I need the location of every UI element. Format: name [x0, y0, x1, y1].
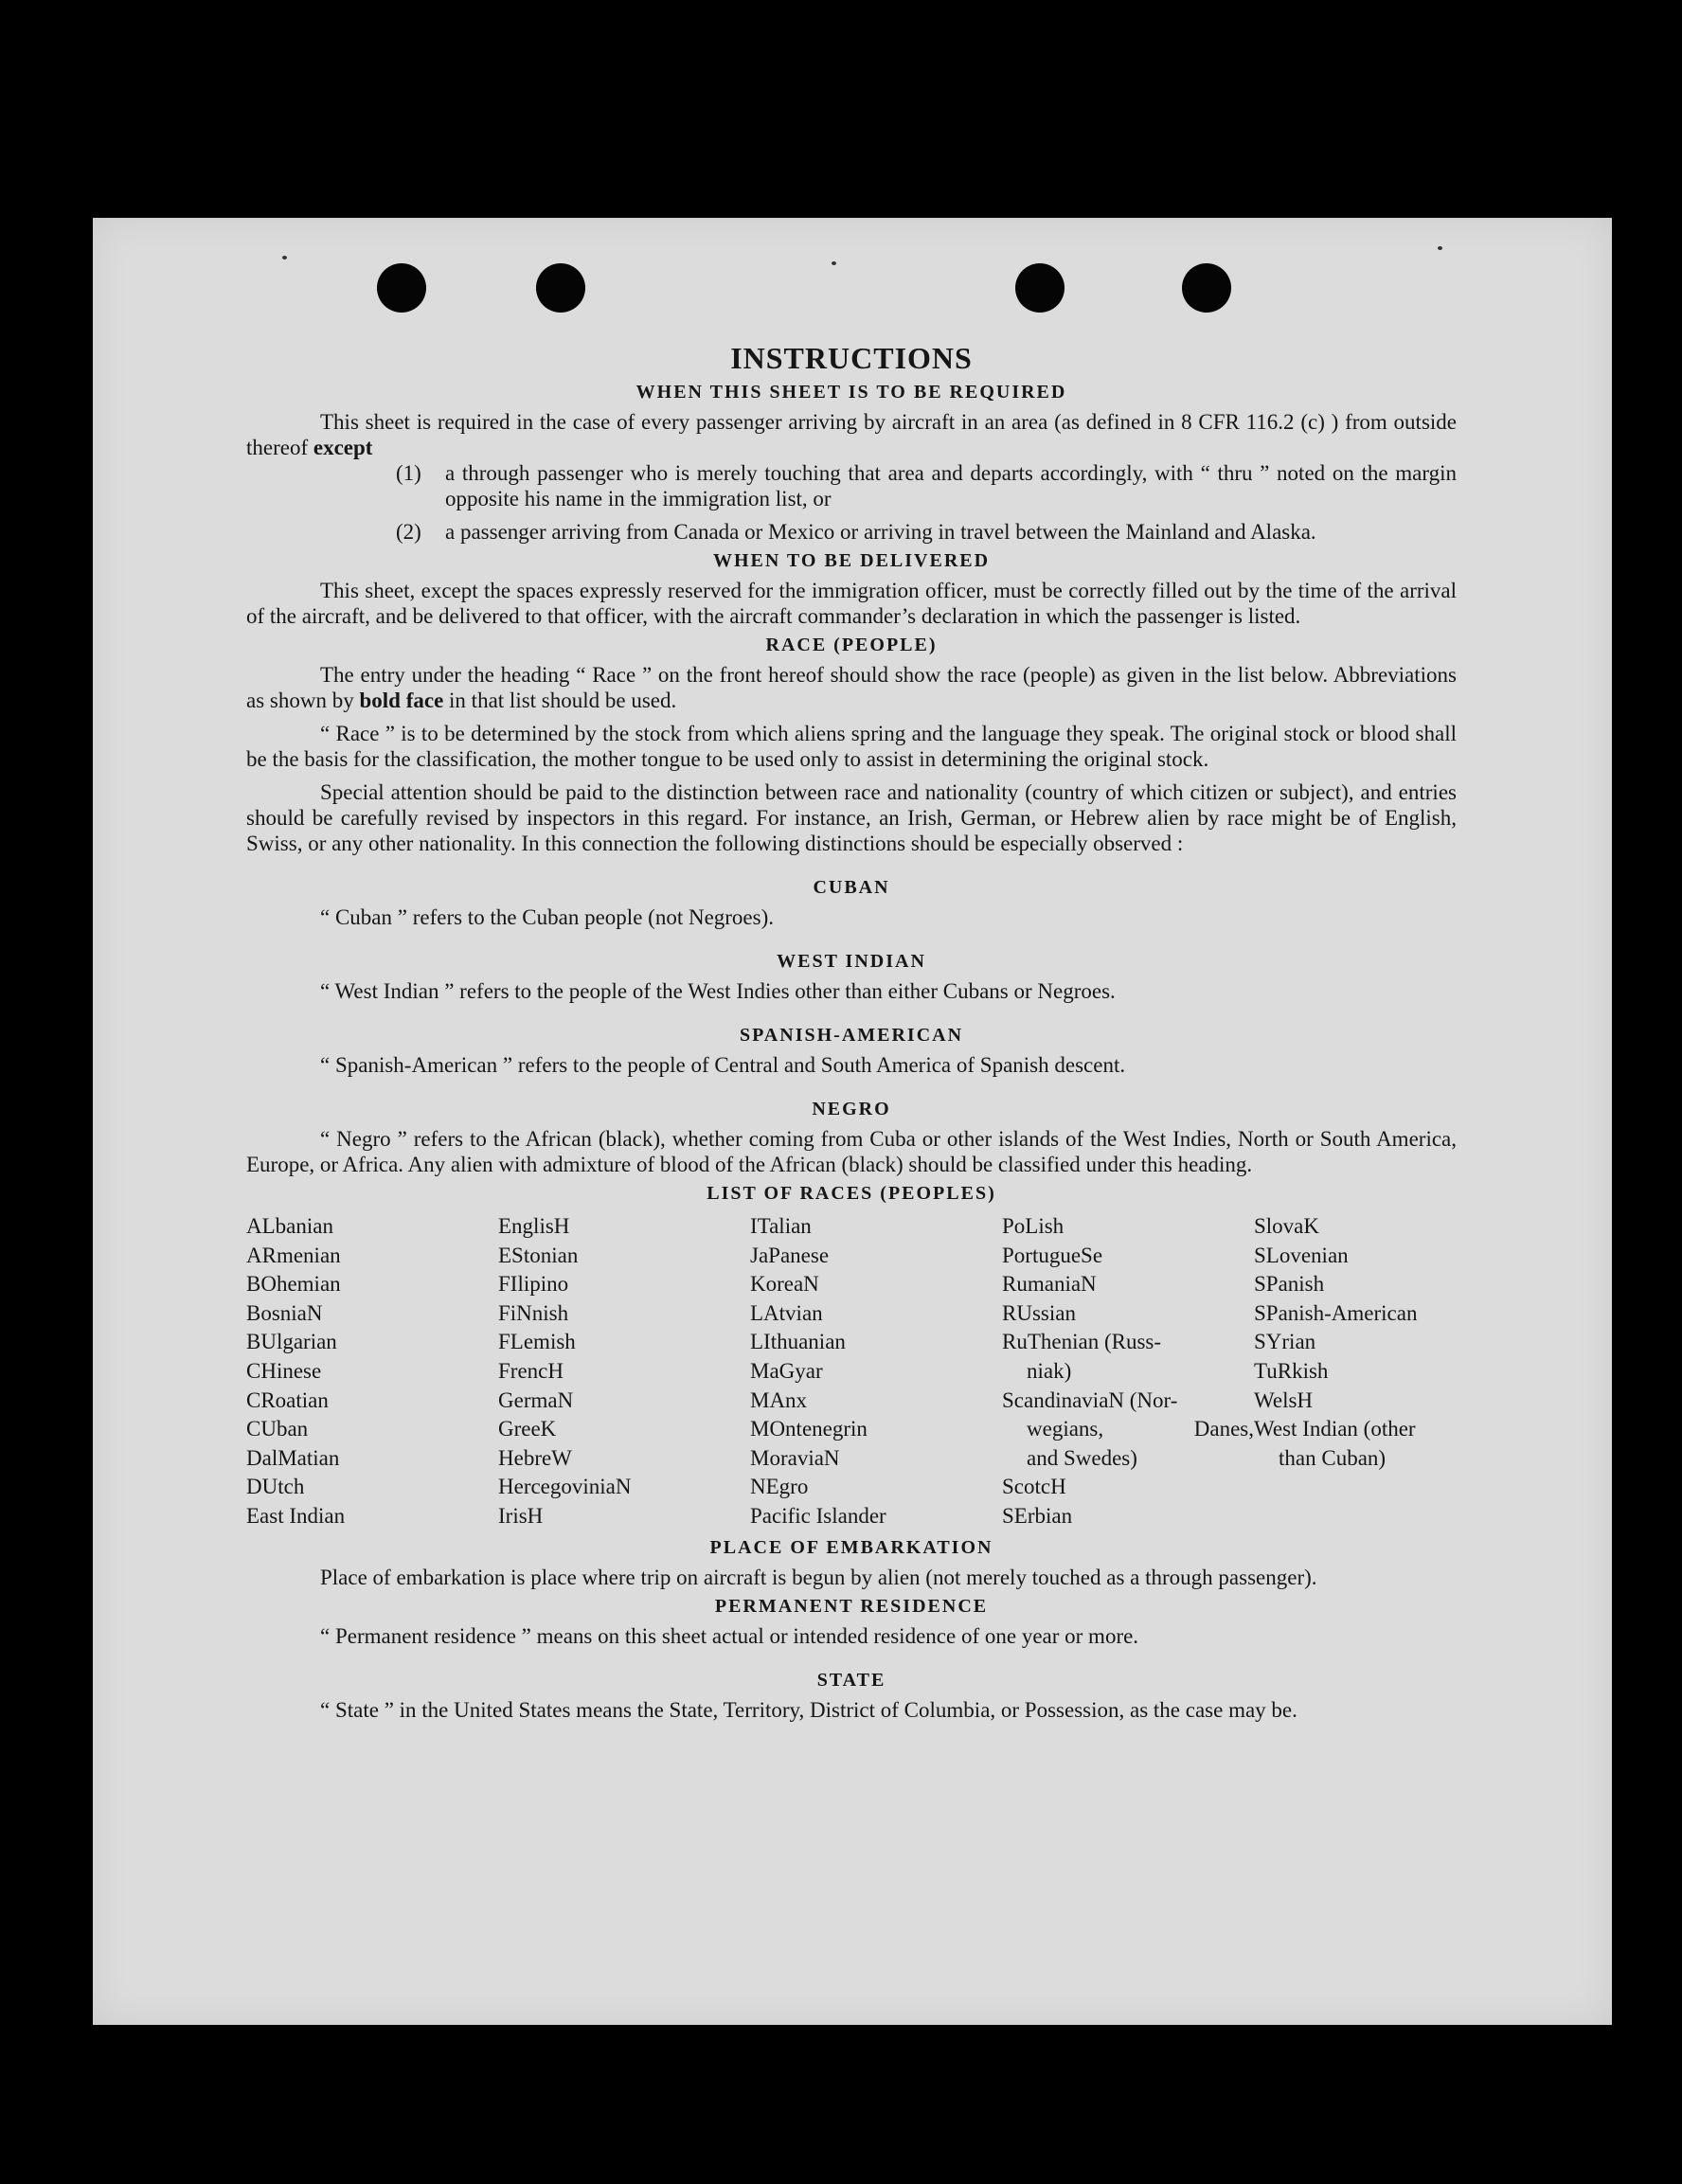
section-heading-state: STATE	[816, 1669, 886, 1691]
race-entry: FrencH	[498, 1358, 564, 1383]
section-heading-west-indian: WEST INDIAN	[777, 951, 926, 972]
race-entry: BosniaN	[246, 1300, 323, 1325]
paper-speck	[282, 256, 287, 260]
race-entry: LIthuanian	[750, 1330, 846, 1354]
race-entry: IrisH	[498, 1503, 544, 1528]
race-entry-continuation: wegians, Danes,	[1027, 1417, 1254, 1441]
race-entry: ITalian	[750, 1214, 812, 1238]
race-entry: JaPanese	[750, 1243, 830, 1267]
race-entry: FLemish	[498, 1330, 576, 1354]
paper-speck	[1438, 246, 1442, 250]
section-heading-spanish-american: SPANISH-AMERICAN	[739, 1025, 964, 1046]
section-heading-when-delivered: WHEN TO BE DELIVERED	[712, 550, 991, 571]
race-entry: East Indian	[246, 1503, 346, 1528]
item-text: a passenger arriving from Canada or Mexico or arriving in travel between the Mainland and Alaska.	[445, 520, 1316, 544]
embarkation-text: Place of embarkation is place where trip on aircraft is begun by alien (not merely touched as a through passenger).	[320, 1565, 1317, 1589]
section-heading-permanent-residence: PERMANENT RESIDENCE	[714, 1595, 989, 1617]
race-entry: SPanish-American	[1254, 1300, 1418, 1325]
instructions-content	[246, 341, 1457, 1723]
race-entry: SlovaK	[1254, 1214, 1319, 1238]
punch-hole	[1015, 263, 1065, 313]
punch-hole	[536, 263, 585, 313]
race-entry: WelsH	[1254, 1387, 1314, 1412]
race-entry: DUtch	[246, 1475, 305, 1499]
race-entry: SYrian	[1254, 1330, 1316, 1354]
section-heading-negro: NEGRO	[812, 1099, 891, 1119]
race-entry: RumaniaN	[1002, 1272, 1097, 1297]
race-entry: ScotcH	[1002, 1475, 1066, 1499]
race-entry-continuation: niak)	[1027, 1358, 1072, 1383]
race-entry: ARmenian	[246, 1243, 341, 1267]
document-sheet	[93, 218, 1612, 2025]
race-column	[498, 1212, 750, 1531]
race-entry: NEgro	[750, 1475, 809, 1499]
race-entry: DalMatian	[246, 1445, 340, 1470]
west-indian-text: “ West Indian ” refers to the people of the West Indies other than either Cubans or Negroes.	[320, 979, 1116, 1003]
race-entry: TuRkish	[1254, 1358, 1329, 1383]
state-text: “ State ” in the United States means the State, Territory, District of Columbia, or Possession, as the case may be.	[320, 1697, 1297, 1722]
race-column	[750, 1212, 1002, 1531]
race-entry: KoreaN	[750, 1272, 819, 1297]
section-heading-cuban: CUBAN	[813, 877, 890, 898]
section-heading-list-of-races: LIST OF RACES (PEOPLES)	[707, 1183, 996, 1204]
race-entry: ScandinaviaN (Nor-	[1002, 1387, 1178, 1412]
race-entry: EStonian	[498, 1243, 579, 1267]
race-entry: West Indian (other	[1254, 1417, 1416, 1441]
race-entry: BUlgarian	[246, 1330, 337, 1354]
race-entry-continuation: and Swedes)	[1027, 1445, 1137, 1470]
negro-text: “ Negro ” refers to the African (black), whether coming from Cuba or other islands of the West Indies, North or South America, Europe, or Africa. Any alien with admixture of blood of the African (black) should be classified under this heading.	[246, 1127, 1457, 1176]
race-entry: FIlipino	[498, 1272, 569, 1297]
race-entry: RUssian	[1002, 1300, 1076, 1325]
cuban-text: “ Cuban ” refers to the Cuban people (not Negroes).	[320, 905, 775, 929]
race-entry: HebreW	[498, 1445, 572, 1470]
race-entry: MOntenegrin	[750, 1417, 868, 1441]
when-required-intro: This sheet is required in the case of every passenger arriving by aircraft in an area (as defined in 8 CFR 116.2 (c) ) from outside thereof except	[246, 410, 1457, 459]
race-column	[1254, 1212, 1457, 1531]
race-entry: ALbanian	[246, 1214, 333, 1238]
page-title: INSTRUCTIONS	[730, 341, 973, 375]
race-entry: SErbian	[1002, 1503, 1073, 1528]
race-entry: CHinese	[246, 1358, 322, 1383]
race-entry: CUban	[246, 1417, 309, 1441]
section-heading-race: RACE (PEOPLE)	[765, 635, 938, 655]
exception-item	[396, 519, 1457, 545]
race-entry: RuThenian (Russ-	[1002, 1330, 1162, 1354]
spanish-american-text: “ Spanish-American ” refers to the people of Central and South America of Spanish descent.	[320, 1053, 1126, 1077]
race-entry: SPanish	[1254, 1272, 1325, 1297]
race-entry: CRoatian	[246, 1387, 329, 1412]
section-heading-when-required: WHEN THIS SHEET IS TO BE REQUIRED	[635, 382, 1067, 403]
permanent-residence-text: “ Permanent residence ” means on this sheet actual or intended residence of one year or more.	[320, 1623, 1139, 1648]
race-entry: PoLish	[1002, 1214, 1065, 1238]
item-text: a through passenger who is merely touching that area and departs accordingly, with “ thru ” noted on the margin opposite his name in the immigration list, or	[445, 461, 1457, 510]
race-paragraph-3: Special attention should be paid to the distinction between race and nationality (country of which citizen or subject), and entries should be carefully revised by inspectors in this regard. For instance, an Irish, German, or Hebrew alien by race might be of English, Swiss, or any other nationality. In this connection the following distinctions should be especially observed :	[246, 780, 1457, 855]
race-entry-continuation: than Cuban)	[1279, 1445, 1387, 1470]
race-entry: FiNnish	[498, 1300, 569, 1325]
race-entry: GermaN	[498, 1387, 574, 1412]
race-column	[1002, 1212, 1254, 1531]
race-entry: SLovenian	[1254, 1243, 1349, 1267]
section-heading-embarkation: PLACE OF EMBARKATION	[709, 1536, 993, 1558]
race-paragraph-1: The entry under the heading “ Race ” on the front hereof should show the race (people) as given in the list below. Abbreviations as shown by bold face in that list should be used.	[246, 663, 1457, 712]
race-entry: EnglisH	[498, 1214, 570, 1238]
item-number: (2)	[396, 520, 421, 544]
race-entry: LAtvian	[750, 1300, 823, 1325]
punch-hole	[1182, 263, 1231, 313]
race-column	[246, 1212, 498, 1531]
race-entry: Pacific Islander	[750, 1503, 886, 1528]
race-paragraph-2: “ Race ” is to be determined by the stock from which aliens spring and the language they speak. The original stock or blood shall be the basis for the classification, the mother tongue to be used only to assist in determining the original stock.	[246, 722, 1457, 771]
race-entry: GreeK	[498, 1417, 557, 1441]
when-delivered-text: This sheet, except the spaces expressly reserved for the immigration officer, must be correctly filled out by the time of the arrival of the aircraft, and be delivered to that officer, with the aircraft commander’s declaration in which the passenger is listed.	[246, 579, 1457, 628]
race-entry: PortugueSe	[1002, 1243, 1103, 1267]
race-entry: MaGyar	[750, 1358, 823, 1383]
punch-hole	[377, 263, 426, 313]
race-entry: HercegoviniaN	[498, 1475, 632, 1499]
race-list	[246, 1212, 1457, 1531]
item-number: (1)	[396, 461, 421, 485]
race-entry: MAnx	[750, 1387, 808, 1412]
exception-item	[396, 460, 1457, 511]
race-entry: MoraviaN	[750, 1445, 840, 1470]
paper-speck	[832, 261, 836, 265]
race-entry: BOhemian	[246, 1272, 341, 1297]
